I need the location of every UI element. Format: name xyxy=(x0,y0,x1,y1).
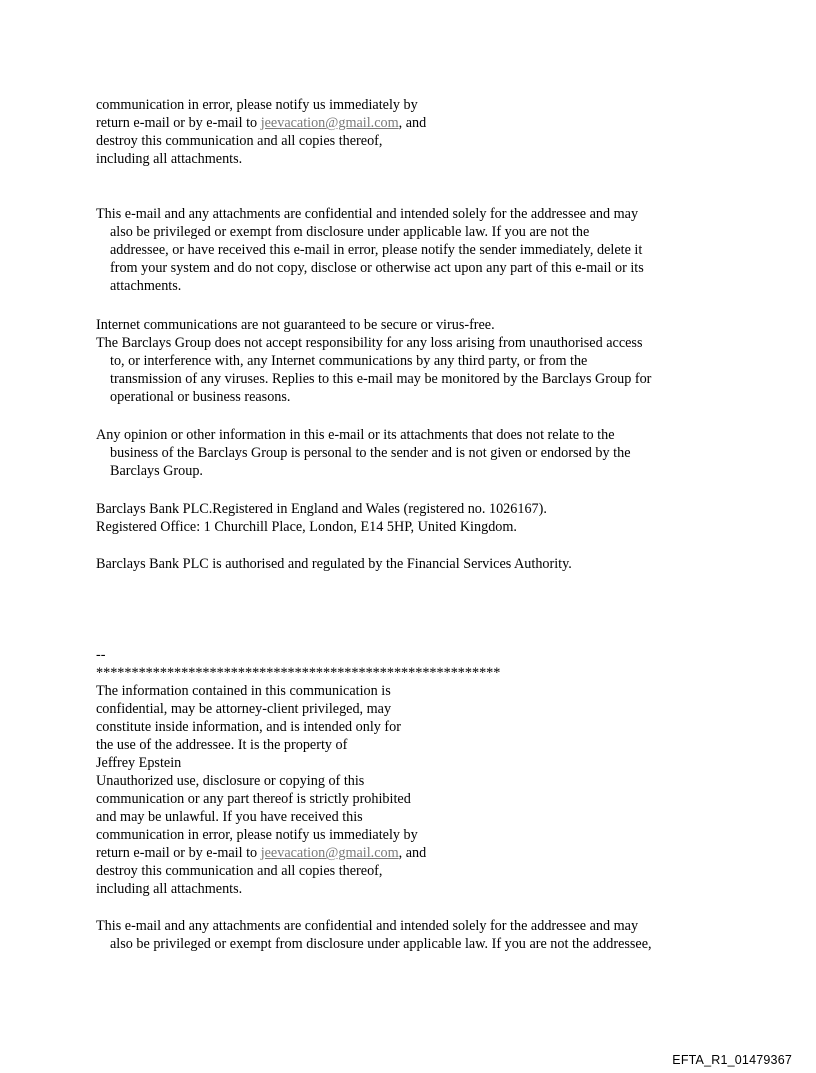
bottom-confidentiality-paragraph xyxy=(96,917,736,953)
text-line: Barclays Bank PLC.Registered in England and Wales (registered no. 1026167). xyxy=(96,501,547,517)
email-link[interactable]: jeevacation@gmail.com xyxy=(260,845,399,861)
text-line: communication or any part thereof is strictly prohibited xyxy=(96,791,411,807)
text-segment: , and xyxy=(398,115,427,131)
text-line xyxy=(96,114,736,132)
barclays-internet-paragraph xyxy=(96,316,736,406)
barclays-confidentiality-paragraph xyxy=(96,205,736,295)
signature-dashes: -- xyxy=(96,647,106,663)
text-line: Registered Office: 1 Churchill Place, London, E14 5HP, United Kingdom. xyxy=(96,519,517,535)
barclays-authorisation xyxy=(96,555,736,573)
text-line: Unauthorized use, disclosure or copying of this xyxy=(96,773,365,789)
confidentiality-notice-tail xyxy=(96,96,736,168)
barclays-registration xyxy=(96,500,736,536)
text-line: including all attachments. xyxy=(96,151,243,167)
text-line: operational or business reasons. xyxy=(110,389,291,405)
text-line: constitute inside information, and is intended only for xyxy=(96,719,401,735)
text-line: This e-mail and any attachments are confidential and intended solely for the addressee and may xyxy=(96,918,639,934)
signature-block xyxy=(96,646,736,898)
text-segment: return e-mail or by e-mail to xyxy=(96,845,261,861)
text-line: and may be unlawful. If you have received this xyxy=(96,809,363,825)
hanging-paragraph xyxy=(96,334,736,406)
text-line: The Barclays Group does not accept responsibility for any loss arising from unauthorised access xyxy=(96,335,643,351)
text-line: also be privileged or exempt from disclosure under applicable law. If you are not the xyxy=(110,224,590,240)
text-line: addressee, or have received this e-mail in error, please notify the sender immediately, delete it xyxy=(110,242,643,258)
text-line: including all attachments. xyxy=(96,881,243,897)
text-line: Barclays Bank PLC is authorised and regulated by the Financial Services Authority. xyxy=(96,556,572,572)
text-line: business of the Barclays Group is personal to the sender and is not given or endorsed by the xyxy=(110,445,631,461)
text-line: attachments. xyxy=(110,278,182,294)
text-segment: return e-mail or by e-mail to xyxy=(96,115,261,131)
text-line: transmission of any viruses. Replies to this e-mail may be monitored by the Barclays Group for xyxy=(110,371,652,387)
text-line: confidential, may be attorney-client privileged, may xyxy=(96,701,392,717)
text-line: also be privileged or exempt from disclosure under applicable law. If you are not the addressee, xyxy=(110,936,652,952)
text-line: The information contained in this communication is xyxy=(96,683,391,699)
hanging-paragraph xyxy=(96,205,736,295)
text-line: Jeffrey Epstein xyxy=(96,755,182,771)
text-segment: , and xyxy=(398,845,427,861)
document-id: EFTA_R1_01479367 xyxy=(672,1053,792,1067)
text-line: destroy this communication and all copies thereof, xyxy=(96,863,383,879)
text-line: Any opinion or other information in this e-mail or its attachments that does not relate to the xyxy=(96,427,615,443)
hanging-paragraph xyxy=(96,426,736,480)
text-line: from your system and do not copy, disclose or otherwise act upon any part of this e-mail or its xyxy=(110,260,644,276)
text-line: This e-mail and any attachments are confidential and intended solely for the addressee and may xyxy=(96,206,639,222)
text-line xyxy=(96,844,736,862)
email-link[interactable]: jeevacation@gmail.com xyxy=(260,115,399,131)
text-line: Barclays Group. xyxy=(110,463,203,479)
text-line: communication in error, please notify us immediately by xyxy=(96,97,418,113)
text-line: destroy this communication and all copies thereof, xyxy=(96,133,383,149)
text-line: communication in error, please notify us immediately by xyxy=(96,827,418,843)
text-line: the use of the addressee. It is the property of xyxy=(96,737,348,753)
text-line: Internet communications are not guaranteed to be secure or virus-free. xyxy=(96,317,495,333)
barclays-opinion-paragraph xyxy=(96,426,736,480)
text-line: to, or interference with, any Internet communications by any third party, or from the xyxy=(110,353,588,369)
signature-stars: ********************************************************* xyxy=(96,665,501,681)
hanging-paragraph xyxy=(96,917,736,953)
